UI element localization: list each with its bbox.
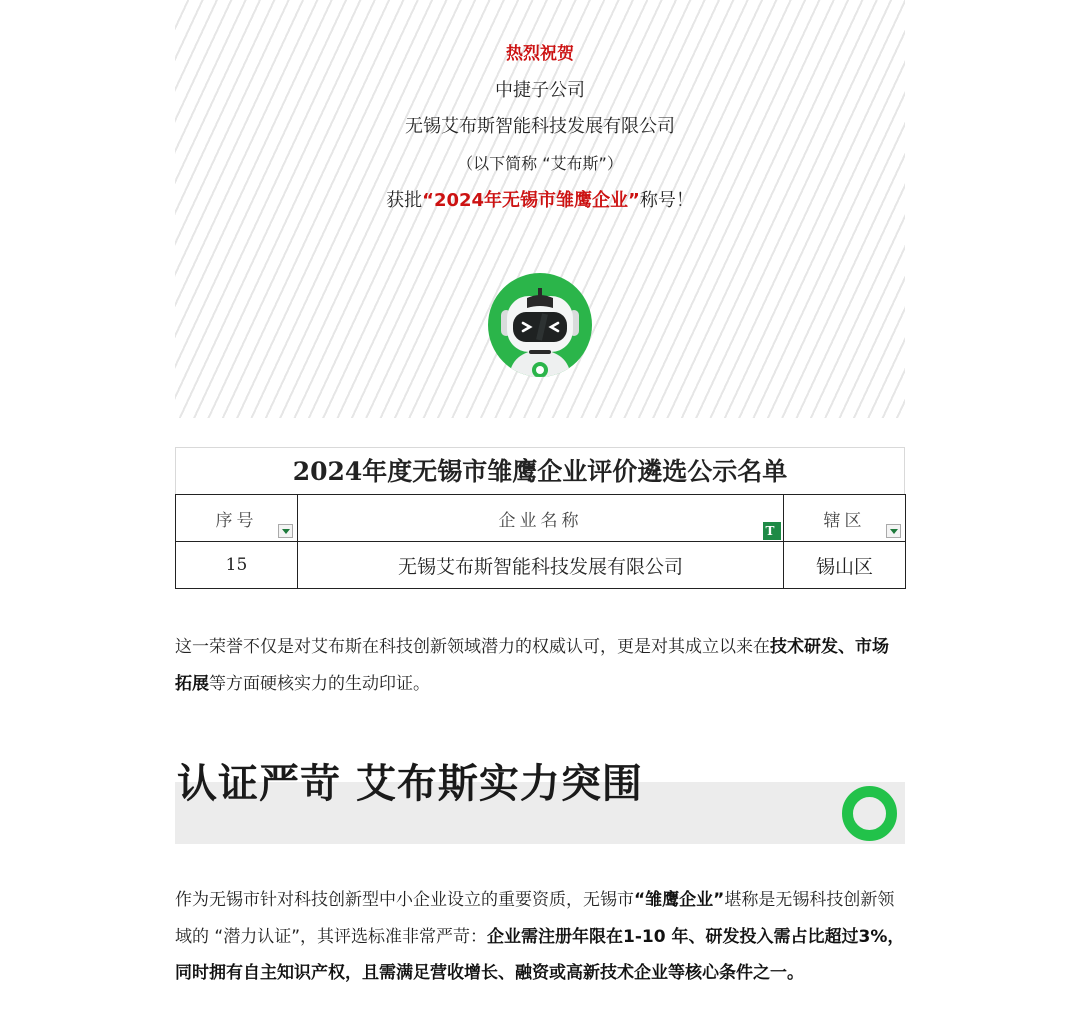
filter-dropdown-icon	[278, 524, 293, 538]
filter-active-icon: T	[763, 522, 781, 540]
ring-icon	[842, 786, 897, 841]
hero-banner	[175, 0, 905, 418]
cell-district: 锡山区	[784, 542, 906, 589]
abbreviation-note: （以下简称 “艾布斯”）	[457, 154, 623, 173]
header-district-label: 辖区	[823, 510, 866, 531]
roster-header-row	[176, 495, 906, 542]
criteria-text-1: 作为无锡市针对科技创新型中小企业设立的重要资质，无锡市	[175, 890, 634, 910]
criteria-paragraph	[175, 882, 905, 1009]
roster-table-image	[175, 447, 905, 589]
criteria-bold-2: 企业需注册年限在1-10 年、研发投入需占比超过3%，同时拥有自主知识产权，且需满足营收增长、融资或高新技术企业等核心条件之一。	[175, 926, 905, 983]
award-line	[175, 189, 905, 213]
intro-text: 这一荣誉不仅是对艾布斯在科技创新领域潜力的权威认可，更是对其成立以来在	[175, 637, 770, 657]
filter-dropdown-icon	[886, 524, 901, 538]
header-company-label: 企业名称	[498, 510, 583, 531]
subsidiary-line: 中捷子公司	[495, 80, 585, 101]
award-prefix: 获批	[386, 190, 423, 211]
section-heading: 认证严苛 艾布斯实力突围	[177, 761, 643, 807]
intro-bold: 技术研发、市场拓展	[175, 637, 889, 694]
header-district	[784, 495, 906, 542]
robot-mascot-icon	[487, 272, 593, 378]
criteria-bold-1: “雏鹰企业”	[634, 890, 725, 910]
header-serial	[176, 495, 298, 542]
intro-tail: 等方面硬核实力的生动印证。	[209, 673, 430, 694]
cell-company: 无锡艾布斯智能科技发展有限公司	[298, 542, 784, 589]
roster-table	[175, 494, 906, 589]
award-title: “2024年无锡市雏鹰企业”	[422, 190, 640, 211]
criteria-text-2: 堪称是无锡科技创新领域的 “潜力认证”，其评选标准非常严苛：	[175, 890, 895, 947]
cell-serial: 15	[176, 542, 298, 589]
intro-paragraph	[175, 629, 905, 702]
header-serial-label: 序号	[215, 510, 258, 531]
company-name: 无锡艾布斯智能科技发展有限公司	[405, 116, 675, 137]
header-company	[298, 495, 784, 542]
table-row	[176, 542, 906, 589]
roster-caption: 2024年度无锡市雏鹰企业评价遴选公示名单	[175, 447, 905, 494]
congrats-heading: 热烈祝贺	[506, 44, 574, 64]
award-suffix: 称号！	[639, 190, 694, 211]
